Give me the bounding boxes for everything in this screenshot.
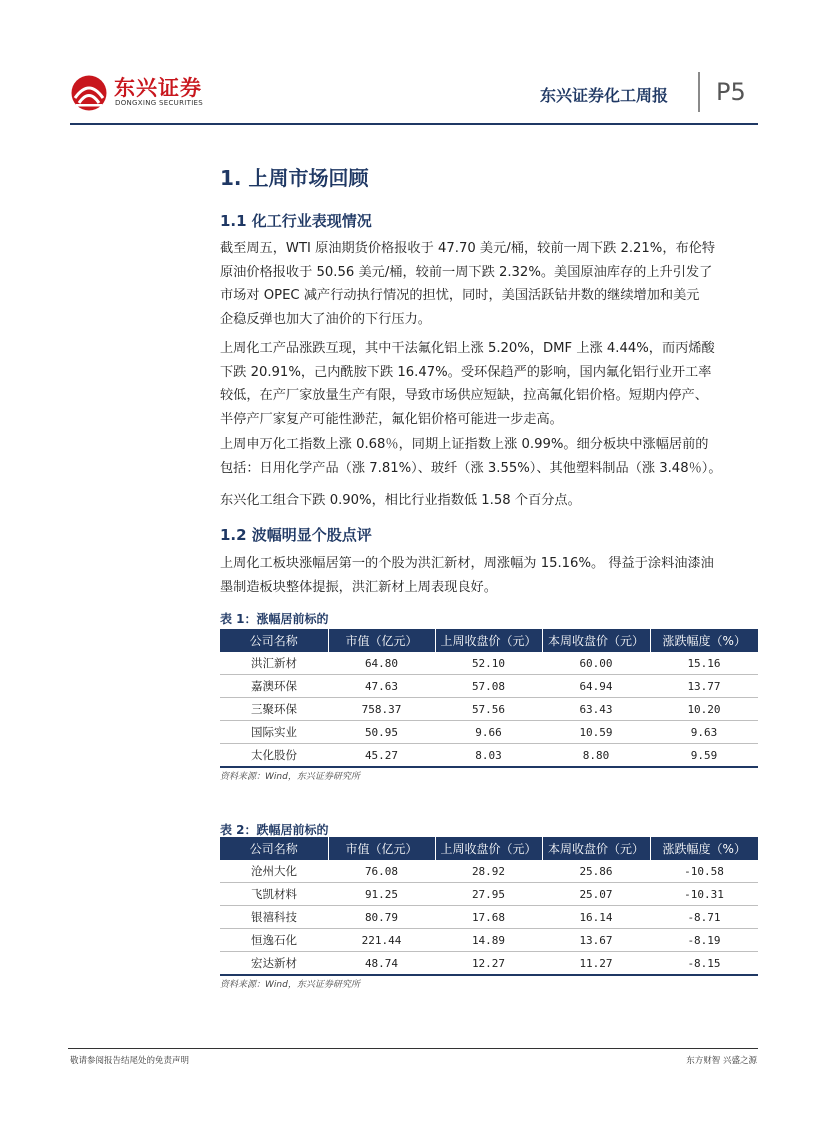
table-cell: -10.58 — [650, 860, 758, 883]
table-cell: 洪汇新材 — [220, 652, 328, 675]
text-line: 上周申万化工指数上涨 0.68％，同期上证指数上涨 0.99%。细分板块中涨幅居前的 — [220, 437, 709, 452]
table-cell: -10.31 — [650, 883, 758, 906]
table-cell: 64.94 — [542, 675, 650, 698]
table-cell: -8.15 — [650, 952, 758, 976]
table-cell: 飞凯材料 — [220, 883, 328, 906]
table-caption: 表 2：跌幅居前标的 — [220, 823, 329, 837]
table-cell: 11.27 — [542, 952, 650, 976]
table-cell: 758.37 — [328, 698, 435, 721]
paragraph-stocks — [220, 552, 760, 599]
text-line: 较低，在产厂家放量生产有限，导致市场供应短缺，拉高氟化铝价格。短期内停产、 — [220, 388, 708, 403]
table-row — [220, 721, 758, 744]
table-cell: 三聚环保 — [220, 698, 328, 721]
table-cell: 50.95 — [328, 721, 435, 744]
table-row — [220, 698, 758, 721]
header-divider — [698, 72, 700, 112]
table-header-row — [220, 629, 758, 652]
table-cell: 63.43 — [542, 698, 650, 721]
footer-disclaimer: 敬请参阅报告结尾处的免责声明 — [70, 1056, 190, 1066]
gainers-table — [220, 629, 758, 768]
table-cell: 恒逸石化 — [220, 929, 328, 952]
column-header: 上周收盘价（元） — [435, 629, 542, 652]
table-cell: 27.95 — [435, 883, 542, 906]
table-cell: 银禧科技 — [220, 906, 328, 929]
table-cell: 80.79 — [328, 906, 435, 929]
table-cell: 15.16 — [650, 652, 758, 675]
page-number: P5 — [716, 78, 746, 106]
table-cell: 9.63 — [650, 721, 758, 744]
text-line: 上周化工产品涨跌互现，其中干法氟化铝上涨 5.20%，DMF 上涨 4.44%，而丙烯酸 — [220, 341, 715, 356]
table-cell: 13.77 — [650, 675, 758, 698]
table-cell: 14.89 — [435, 929, 542, 952]
table-cell: 45.27 — [328, 744, 435, 768]
paragraph-oil — [220, 237, 760, 331]
column-header: 公司名称 — [220, 629, 328, 652]
table-cell: 8.03 — [435, 744, 542, 768]
table-cell: 嘉澳环保 — [220, 675, 328, 698]
text-line: 下跌 20.91%，己内酰胺下跌 16.47%。受环保趋严的影响，国内氟化铝行业开工率 — [220, 364, 712, 380]
table-cell: -8.71 — [650, 906, 758, 929]
table-cell: 48.74 — [328, 952, 435, 976]
footer-rule — [68, 1048, 758, 1049]
table-row — [220, 906, 758, 929]
paragraph-portfolio — [220, 489, 760, 513]
table-cell: -8.19 — [650, 929, 758, 952]
text-line: 市场对 OPEC 减产行动执行情况的担忧，同时，美国活跃钻井数的继续增加和美元 — [220, 288, 700, 303]
table-source: 资料来源：Wind，东兴证券研究所 — [220, 980, 360, 990]
table-cell: 57.08 — [435, 675, 542, 698]
table-cell: 47.63 — [328, 675, 435, 698]
table-cell: 28.92 — [435, 860, 542, 883]
table-row — [220, 744, 758, 768]
table-cell: 25.07 — [542, 883, 650, 906]
table-cell: 52.10 — [435, 652, 542, 675]
table-cell: 57.56 — [435, 698, 542, 721]
table-cell: 9.66 — [435, 721, 542, 744]
table-cell: 91.25 — [328, 883, 435, 906]
table-cell: 10.20 — [650, 698, 758, 721]
table-cell: 12.27 — [435, 952, 542, 976]
subsection-heading-1-1: 1.1 化工行业表现情况 — [220, 212, 372, 230]
table-cell: 沧州大化 — [220, 860, 328, 883]
table-cell: 9.59 — [650, 744, 758, 768]
text-line: 原油价格报收于 50.56 美元/桶，较前一周下跌 2.32%。美国原油库存的上升引发了 — [220, 264, 713, 280]
text-line: 企稳反弹也加大了油价的下行压力。 — [220, 311, 431, 327]
text-line: 截至周五，WTI 原油期货价格报收于 47.70 美元/桶，较前一周下跌 2.21%，布伦特 — [220, 241, 716, 256]
table-row — [220, 652, 758, 675]
text-line: 半停产厂家复产可能性渺茫，氟化铝价格可能进一步走高。 — [220, 411, 563, 427]
footer-slogan: 东方财智 兴盛之源 — [686, 1056, 757, 1066]
table-source: 资料来源：Wind，东兴证券研究所 — [220, 772, 360, 782]
table-cell: 国际实业 — [220, 721, 328, 744]
losers-table — [220, 837, 758, 976]
column-header: 市值（亿元） — [328, 629, 435, 652]
column-header: 本周收盘价（元） — [542, 837, 650, 860]
text-line: 东兴化工组合下跌 0.90%，相比行业指数低 1.58 个百分点。 — [220, 493, 581, 508]
table-row — [220, 929, 758, 952]
logo-text: 东兴证券 — [114, 76, 202, 100]
table-cell: 宏达新材 — [220, 952, 328, 976]
column-header: 涨跌幅度（%） — [650, 837, 758, 860]
dongxing-logo-icon — [70, 74, 108, 112]
text-line: 上周化工板块涨幅居第一的个股为洪汇新材，周涨幅为 15.16%。 得益于涂料油漆油 — [220, 556, 714, 571]
table-header-row — [220, 837, 758, 860]
column-header: 本周收盘价（元） — [542, 629, 650, 652]
table-cell: 8.80 — [542, 744, 650, 768]
table-row — [220, 860, 758, 883]
table-cell: 221.44 — [328, 929, 435, 952]
table-row — [220, 675, 758, 698]
table-cell: 64.80 — [328, 652, 435, 675]
column-header: 上周收盘价（元） — [435, 837, 542, 860]
column-header: 涨跌幅度（%） — [650, 629, 758, 652]
paragraph-index — [220, 433, 760, 480]
table-cell: 17.68 — [435, 906, 542, 929]
table-caption: 表 1：涨幅居前标的 — [220, 612, 329, 626]
table-cell: 76.08 — [328, 860, 435, 883]
table-cell: 13.67 — [542, 929, 650, 952]
table-cell: 太化股份 — [220, 744, 328, 768]
section-heading: 1. 上周市场回顾 — [220, 166, 369, 190]
table-cell: 10.59 — [542, 721, 650, 744]
report-title: 东兴证券化工周报 — [540, 86, 669, 105]
header-rule — [70, 123, 758, 125]
table-row — [220, 952, 758, 976]
subsection-heading-1-2: 1.2 波幅明显个股点评 — [220, 526, 372, 544]
text-line: 包括：日用化学产品（涨 7.81%）、玻纤（涨 3.55%）、其他塑料制品（涨 3.48％）。 — [220, 460, 722, 476]
column-header: 公司名称 — [220, 837, 328, 860]
paragraph-products — [220, 337, 760, 431]
logo-subtext: DONGXING SECURITIES — [115, 99, 204, 107]
table-cell: 60.00 — [542, 652, 650, 675]
table-row — [220, 883, 758, 906]
table-cell: 16.14 — [542, 906, 650, 929]
column-header: 市值（亿元） — [328, 837, 435, 860]
table-cell: 25.86 — [542, 860, 650, 883]
text-line: 墨制造板块整体提振，洪汇新材上周表现良好。 — [220, 579, 497, 595]
